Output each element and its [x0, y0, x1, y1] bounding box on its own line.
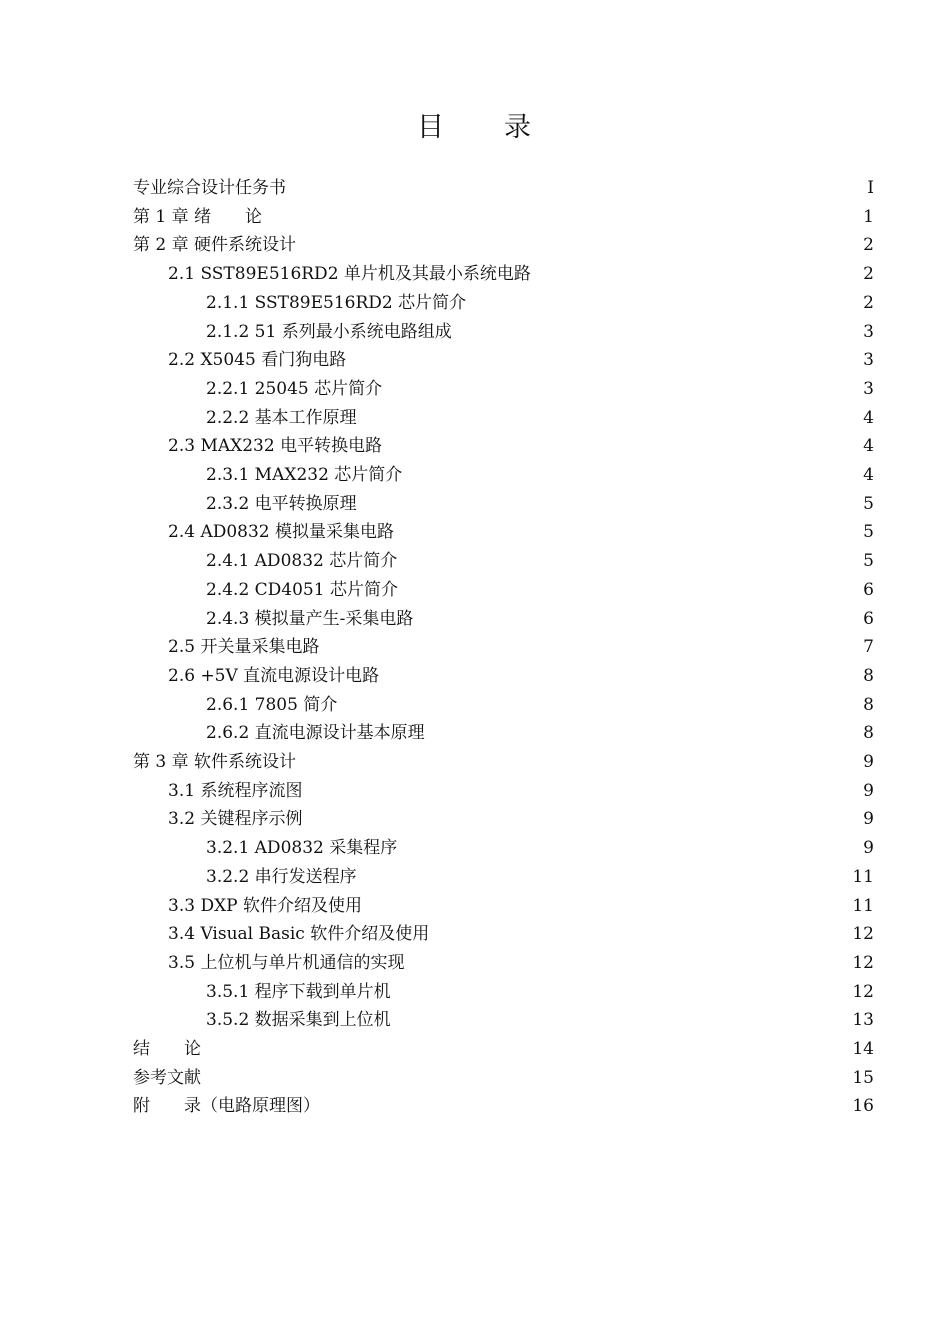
toc-entry[interactable]: [168, 432, 874, 461]
toc-entry[interactable]: [168, 662, 874, 691]
toc-entry[interactable]: [133, 231, 874, 260]
toc-entry-title: 2.3 MAX232 电平转换电路: [168, 436, 383, 457]
toc-entry[interactable]: [133, 748, 874, 777]
toc-entry[interactable]: [206, 834, 874, 863]
toc-entry[interactable]: [133, 1064, 874, 1093]
toc-entry-title: 3.5.1 程序下载到单片机: [206, 981, 391, 1002]
toc-entry-page-number: 9: [863, 809, 874, 830]
toc-entry-title: 3.5.2 数据采集到上位机: [206, 1010, 391, 1031]
toc-entry-page-number: 3: [863, 321, 874, 342]
toc-entry-title: 附 录（电路原理图）: [133, 1096, 320, 1117]
toc-entry-page-number: 2: [863, 264, 874, 285]
toc-entry[interactable]: [206, 461, 874, 490]
toc-entry[interactable]: [206, 605, 874, 634]
toc-entry[interactable]: [133, 203, 874, 232]
toc-entry-page-number: 11: [852, 895, 874, 916]
toc-entry-title: 2.6.1 7805 简介: [206, 694, 338, 715]
toc-entry[interactable]: [168, 920, 874, 949]
toc-entry-page-number: 4: [863, 436, 874, 457]
toc-entry-page-number: I: [867, 178, 874, 198]
toc-entry[interactable]: [206, 691, 874, 720]
toc-entry[interactable]: [168, 633, 874, 662]
toc-entry-page-number: 8: [863, 723, 874, 744]
toc-entry-title: 2.2 X5045 看门狗电路: [168, 350, 347, 371]
toc-entry-page-number: 12: [852, 981, 874, 1002]
toc-entry[interactable]: [206, 863, 874, 892]
toc-entry-page-number: 2: [863, 292, 874, 313]
toc-entry-title: 2.3.1 MAX232 芯片简介: [206, 465, 403, 485]
toc-entry-title: 3.2.2 串行发送程序: [206, 866, 357, 887]
toc-entry-title: 2.4.1 AD0832 芯片简介: [206, 551, 398, 572]
toc-entry[interactable]: [168, 892, 874, 921]
toc-entry-title: 2.6.2 直流电源设计基本原理: [206, 723, 425, 744]
toc-entry-title: 2.2.1 25045 芯片简介: [206, 378, 383, 399]
toc-entry[interactable]: [168, 777, 874, 806]
toc-entry-title: 结 论: [133, 1039, 201, 1059]
toc-entry[interactable]: [133, 1035, 874, 1064]
toc-entry[interactable]: [168, 260, 874, 289]
toc-entry-page-number: 15: [852, 1067, 874, 1088]
toc-entry-page-number: 6: [863, 608, 874, 629]
toc-entry-title: 第 1 章 绪 论: [133, 206, 263, 227]
toc-entry-page-number: 13: [852, 1010, 874, 1031]
toc-entry-page-number: 9: [863, 838, 874, 859]
toc-entry-title: 参考文献: [133, 1067, 201, 1088]
toc-entry-page-number: 2: [863, 235, 874, 256]
toc-entry-page-number: 5: [863, 493, 874, 514]
toc-entry-title: 3.5 上位机与单片机通信的实现: [168, 952, 405, 973]
toc-entry[interactable]: [206, 978, 874, 1007]
toc-entry-title: 3.1 系统程序流图: [168, 780, 303, 801]
toc-entry-page-number: 11: [852, 866, 874, 887]
toc-entry-title: 3.2.1 AD0832 采集程序: [206, 838, 398, 859]
toc-entry-page-number: 8: [863, 694, 874, 715]
toc-entry-title: 2.3.2 电平转换原理: [206, 493, 357, 514]
toc-entry-page-number: 8: [863, 665, 874, 686]
toc-entry[interactable]: [206, 318, 874, 347]
toc-entry-title: 2.6 +5V 直流电源设计电路: [168, 665, 380, 686]
toc-entry-title: 2.2.2 基本工作原理: [206, 407, 357, 428]
toc-entry-title: 3.4 Visual Basic 软件介绍及使用: [168, 924, 430, 945]
toc-entry-page-number: 4: [863, 407, 874, 428]
toc-entry-page-number: 9: [863, 752, 874, 772]
toc-entry[interactable]: [206, 1006, 874, 1035]
toc-entry[interactable]: [168, 346, 874, 375]
toc-entry-title: 2.1 SST89E516RD2 单片机及其最小系统电路: [168, 264, 531, 285]
toc-entry-page-number: 7: [863, 637, 874, 658]
toc-entry-page-number: 14: [852, 1039, 874, 1059]
toc-entry-page-number: 5: [863, 551, 874, 572]
toc-entry[interactable]: [206, 490, 874, 519]
toc-entry-title: 专业综合设计任务书: [133, 178, 286, 198]
toc-entry-title: 2.5 开关量采集电路: [168, 637, 320, 658]
toc-entry-page-number: 1: [863, 206, 874, 227]
toc-entry[interactable]: [206, 404, 874, 433]
toc-entry-page-number: 12: [852, 952, 874, 973]
toc-entry-title: 2.1.1 SST89E516RD2 芯片简介: [206, 292, 467, 313]
toc-entry-title: 2.1.2 51 系列最小系统电路组成: [206, 321, 452, 342]
toc-entry[interactable]: [168, 518, 874, 547]
toc-entry-title: 3.3 DXP 软件介绍及使用: [168, 895, 363, 916]
toc-entry-page-number: 4: [863, 465, 874, 485]
toc-entry[interactable]: [168, 949, 874, 978]
toc-entry[interactable]: [206, 719, 874, 748]
toc-entry-page-number: 16: [852, 1096, 874, 1117]
toc-entry-page-number: 3: [863, 378, 874, 399]
toc-entry-page-number: 6: [863, 579, 874, 600]
toc-entry[interactable]: [133, 1092, 874, 1121]
toc-entry-page-number: 12: [852, 924, 874, 945]
toc-entry[interactable]: [168, 805, 874, 834]
toc-entry-title: 2.4.2 CD4051 芯片简介: [206, 579, 398, 600]
toc-entry[interactable]: [206, 576, 874, 605]
toc-entry[interactable]: [206, 375, 874, 404]
toc-entry-title: 3.2 关键程序示例: [168, 809, 303, 830]
toc-entry-title: 2.4.3 模拟量产生-采集电路: [206, 608, 414, 629]
toc-entry[interactable]: [206, 547, 874, 576]
toc-entry[interactable]: [206, 289, 874, 318]
page-title: 目 录: [417, 112, 533, 143]
toc-entry-title: 第 2 章 硬件系统设计: [133, 235, 297, 256]
toc-entry-title: 第 3 章 软件系统设计: [133, 752, 297, 772]
toc-entry-page-number: 5: [863, 522, 874, 543]
toc-entry-title: 2.4 AD0832 模拟量采集电路: [168, 522, 395, 543]
toc-entry[interactable]: [133, 174, 874, 203]
toc-entry-page-number: 3: [863, 350, 874, 371]
toc-entry-page-number: 9: [863, 780, 874, 801]
